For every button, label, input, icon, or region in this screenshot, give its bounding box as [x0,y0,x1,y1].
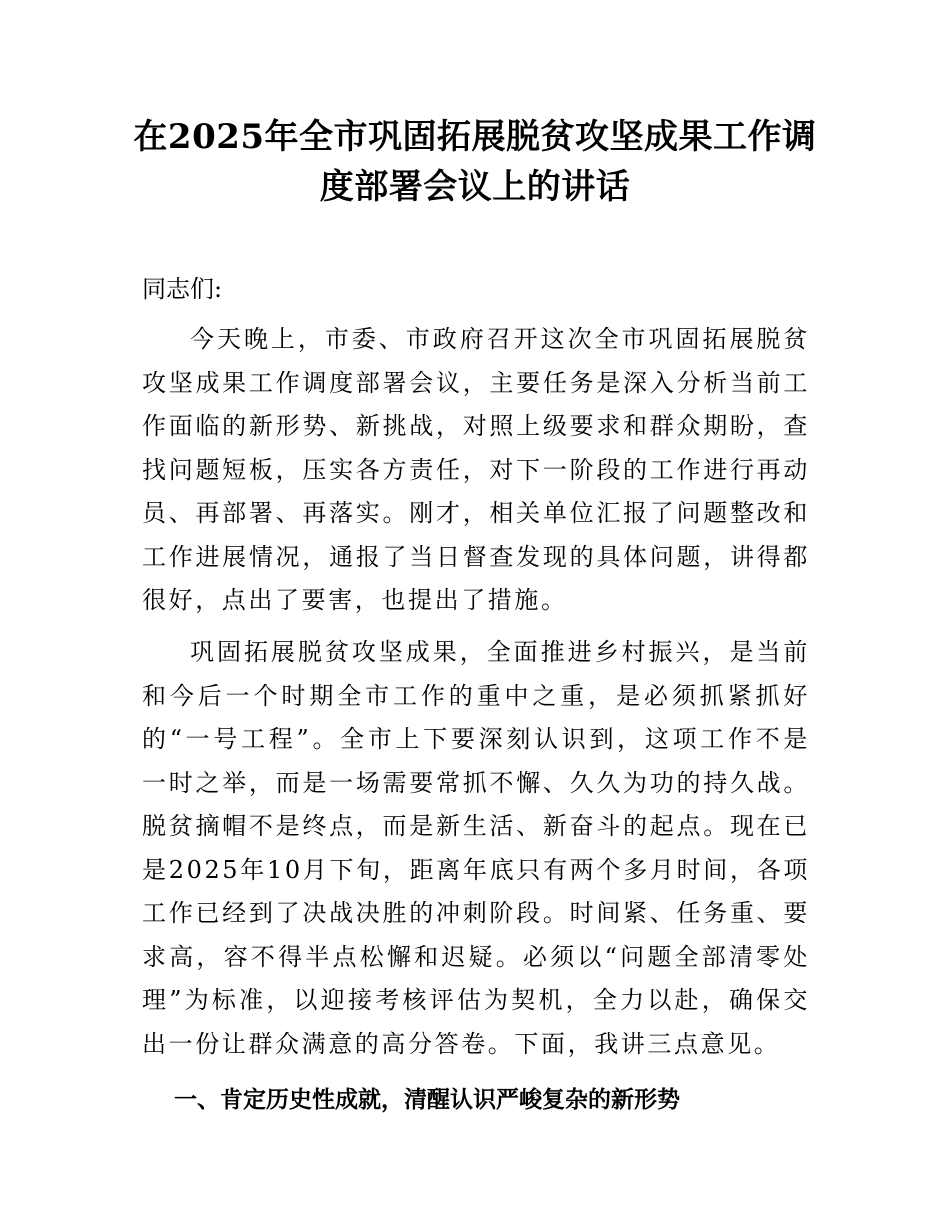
document-title: 在2025年全市巩固拓展脱贫攻坚成果工作调度部署会议上的讲话 [133,117,817,207]
section-heading-1: 一、肯定历史性成就，清醒认识严峻复杂的新形势 [174,1087,680,1113]
body-paragraph-1: 今天晚上，市委、市政府召开这次全市巩固拓展脱贫攻坚成果工作调度部署会议，主要任务是深入分析当前工作面临的新形势、新挑战，对照上级要求和群众期盼，查找问题短板，压实各方责任，对下一阶段的工作进行再动员、再部署、再落实。刚才，相关单位汇报了问题整改和工作进展情况，通报了当日督查发现的具体问题，讲得都很好，点出了要害，也提出了措施。 [142,325,810,614]
salutation: 同志们: [142,275,223,303]
body-paragraph-2: 巩固拓展脱贫攻坚成果，全面推进乡村振兴，是当前和今后一个时期全市工作的重中之重，是必须抓紧抓好的“一号工程”。全市上下要深刻认识到，这项工作不是一时之举，而是一场需要常抓不懈、久久为功的持久战。脱贫摘帽不是终点，而是新生活、新奋斗的起点。现在已是2025年10月下旬，距离年底只有两个多月时间，各项工作已经到了决战决胜的冲刺阶段。时间紧、任务重、要求高，容不得半点松懈和迟疑。必须以“问题全部清零处理”为标准，以迎接考核评估为契机，全力以赴，确保交出一份让群众满意的高分答卷。下面，我讲三点意见。 [142,638,810,1058]
